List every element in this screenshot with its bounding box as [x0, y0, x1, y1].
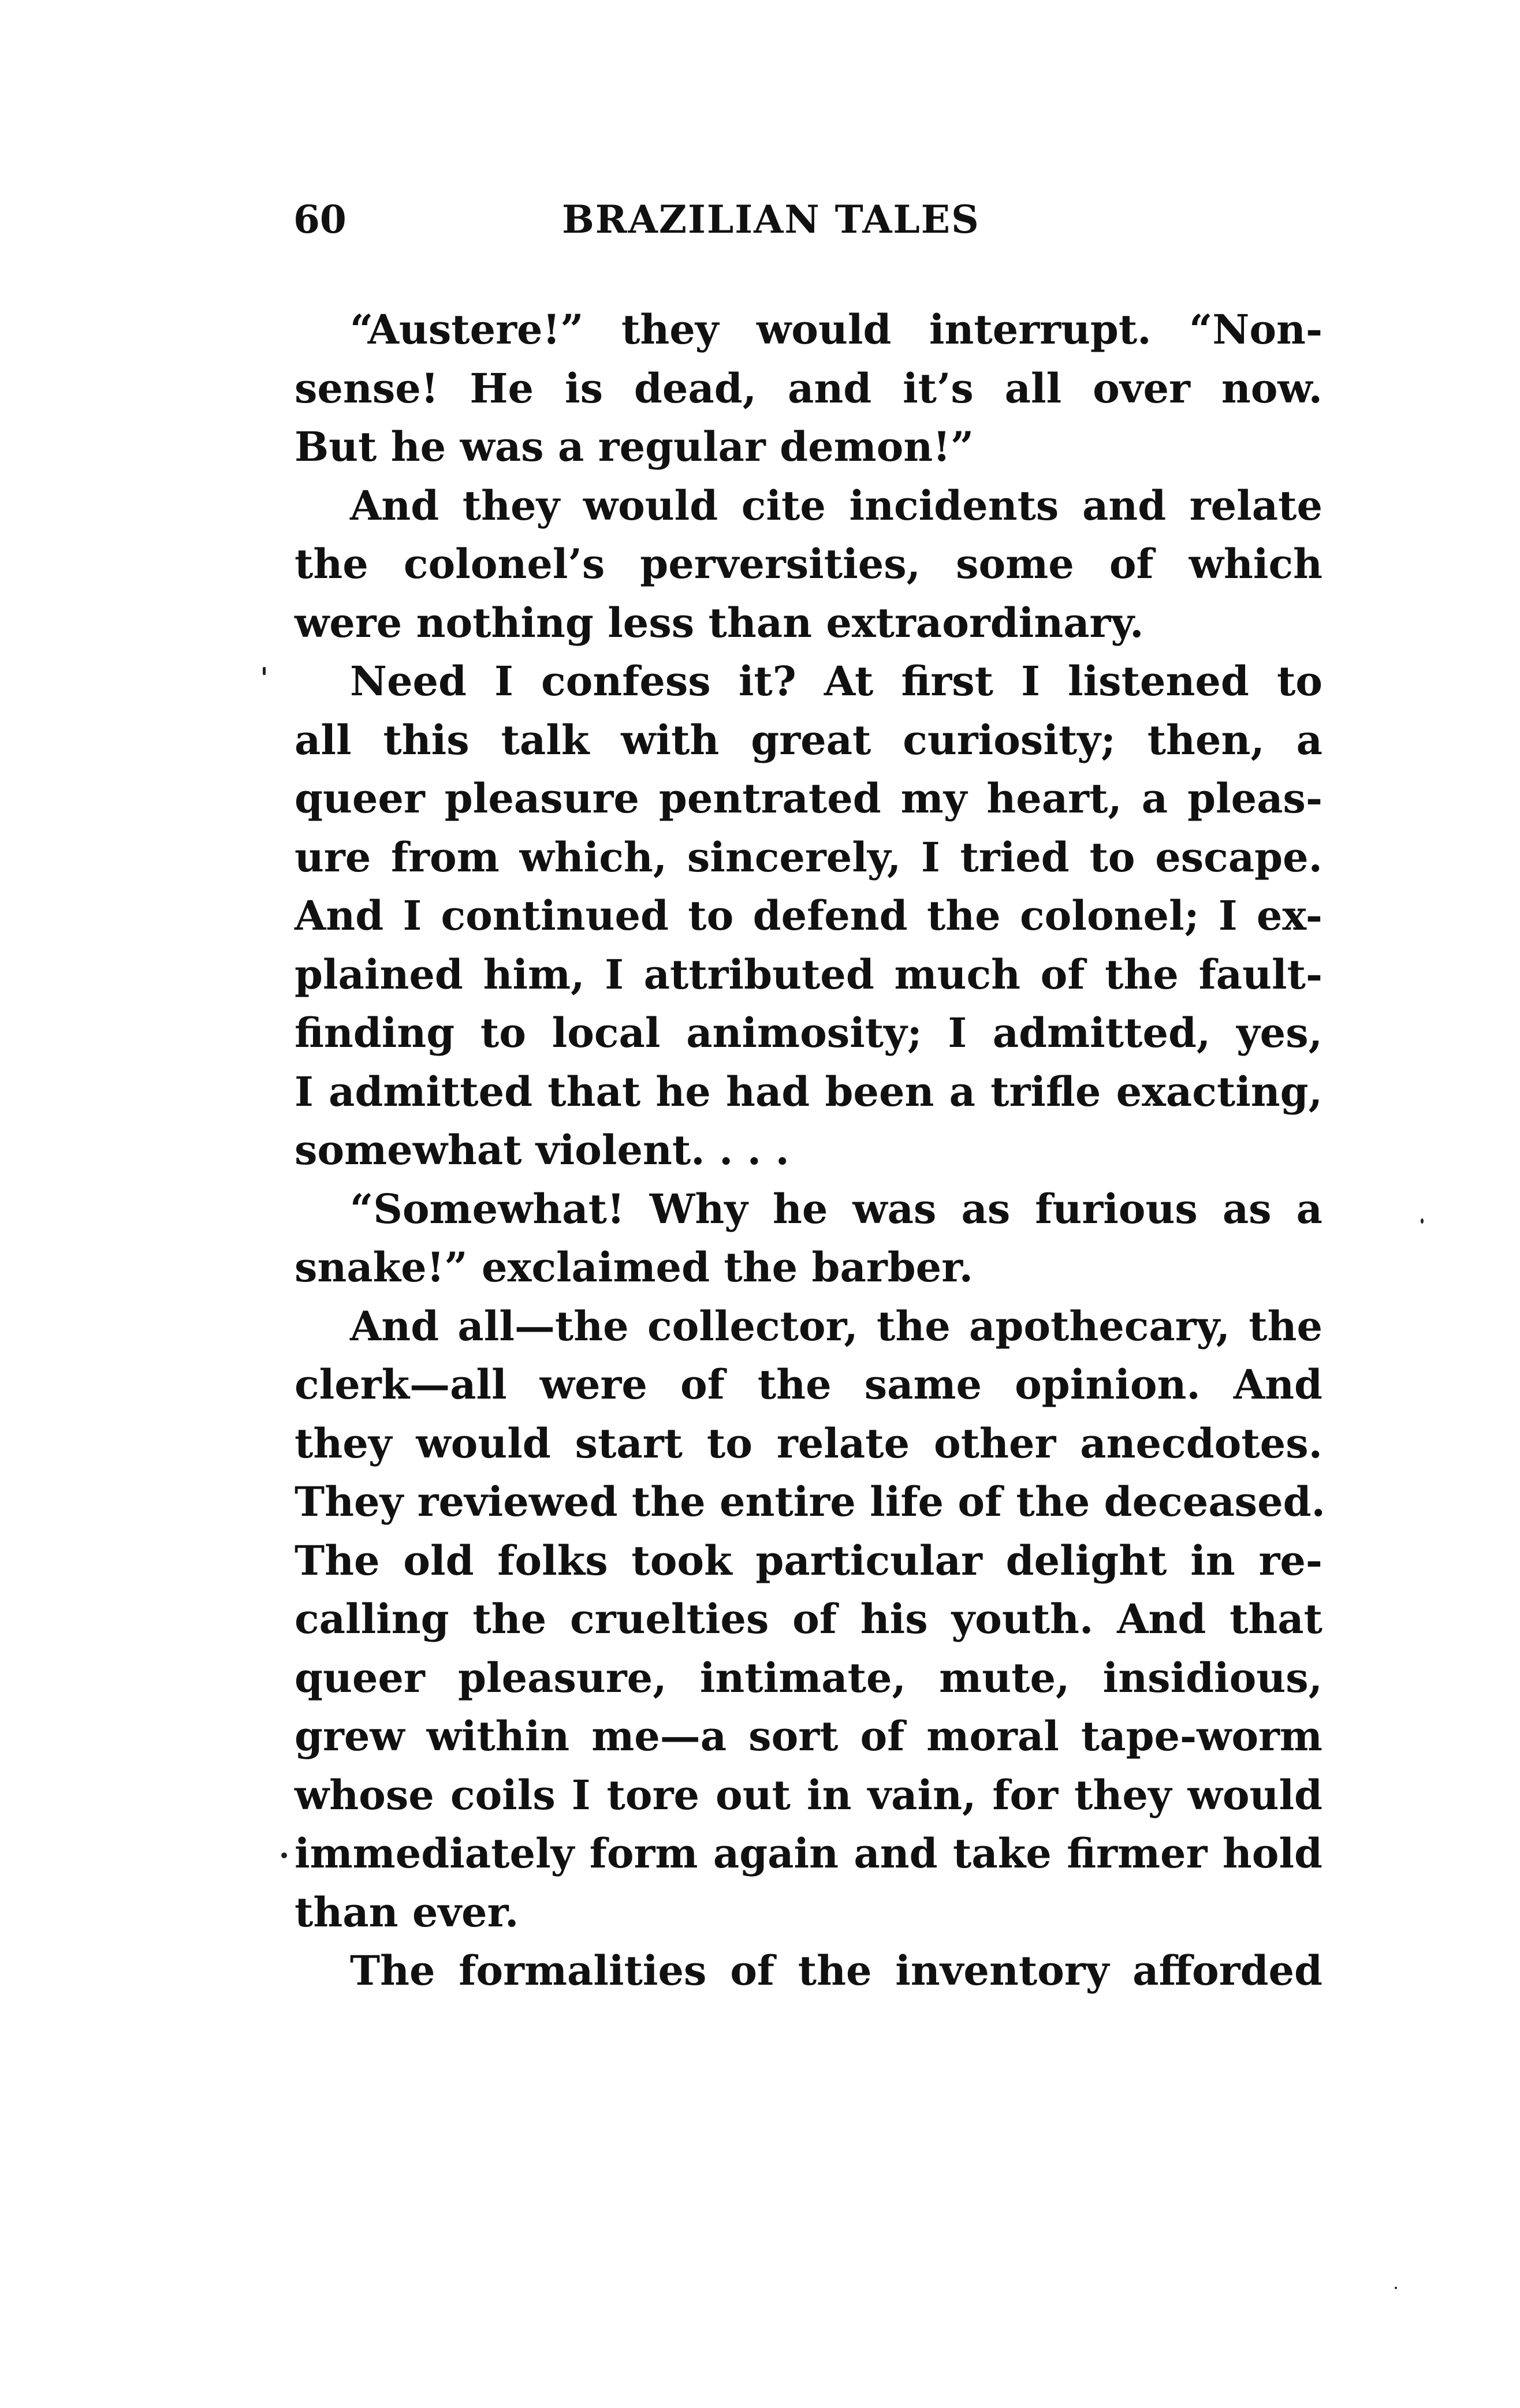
text-line: somewhat violent. . . . [295, 1126, 789, 1174]
text-line: than ever. [295, 1888, 519, 1936]
scan-speck [1421, 1218, 1424, 1224]
text-line: plained him, I attributed much of the fault- [295, 950, 1322, 998]
running-title: BRAZILIAN TALES [562, 197, 980, 242]
text-line: The formalities of the inventory afforded [350, 1947, 1322, 1995]
text-line: whose coils I tore out in vain, for they would [295, 1770, 1322, 1819]
text-line: Need I confess it? At first I listened to [350, 657, 1322, 705]
text-line: They reviewed the entire life of the deceased. [295, 1478, 1325, 1526]
text-line: were nothing less than extraordinary. [295, 598, 1144, 647]
text-line: And all—the collector, the apothecary, the [350, 1302, 1322, 1350]
text-line: calling the cruelties of his youth. And that [295, 1595, 1322, 1643]
text-line: sense! He is dead, and it’s all over now. [295, 364, 1322, 412]
text-line: But he was a regular demon!” [295, 423, 974, 471]
text-line: “Somewhat! Why he was as furious as a [350, 1184, 1322, 1233]
text-line: queer pleasure, intimate, mute, insidious, [295, 1653, 1322, 1702]
text-line: clerk—all were of the same opinion. And [295, 1360, 1322, 1408]
text-line: And I continued to defend the colonel; I ex- [295, 892, 1322, 940]
text-line: grew within me—a sort of moral tape-worm [295, 1712, 1322, 1760]
text-line: I admitted that he had been a trifle exacting, [295, 1067, 1322, 1116]
text-line: queer pleasure pentrated my heart, a pleas- [295, 774, 1322, 822]
scan-speck [1395, 2287, 1397, 2289]
text-line: “Austere!” they would interrupt. “Non- [350, 305, 1322, 353]
text-line: snake!” exclaimed the barber. [295, 1243, 974, 1291]
scan-speck [263, 667, 266, 675]
text-line: finding to local animosity; I admitted, yes, [295, 1009, 1322, 1057]
text-line: ure from which, sincerely, I tried to escape. [295, 833, 1322, 881]
scan-speck [281, 1852, 287, 1858]
page-header [293, 191, 1056, 248]
text-line: immediately form again and take firmer hold [295, 1829, 1322, 1877]
page-number: 60 [293, 197, 347, 242]
text-line: they would start to relate other anecdotes. [295, 1419, 1322, 1467]
text-line: The old folks took particular delight in re- [295, 1536, 1322, 1585]
text-line: the colonel’s perversities, some of which [295, 540, 1322, 588]
text-line: all this talk with great curiosity; then, a [295, 715, 1322, 764]
text-line: And they would cite incidents and relate [350, 481, 1322, 530]
body-text [295, 300, 1325, 2000]
